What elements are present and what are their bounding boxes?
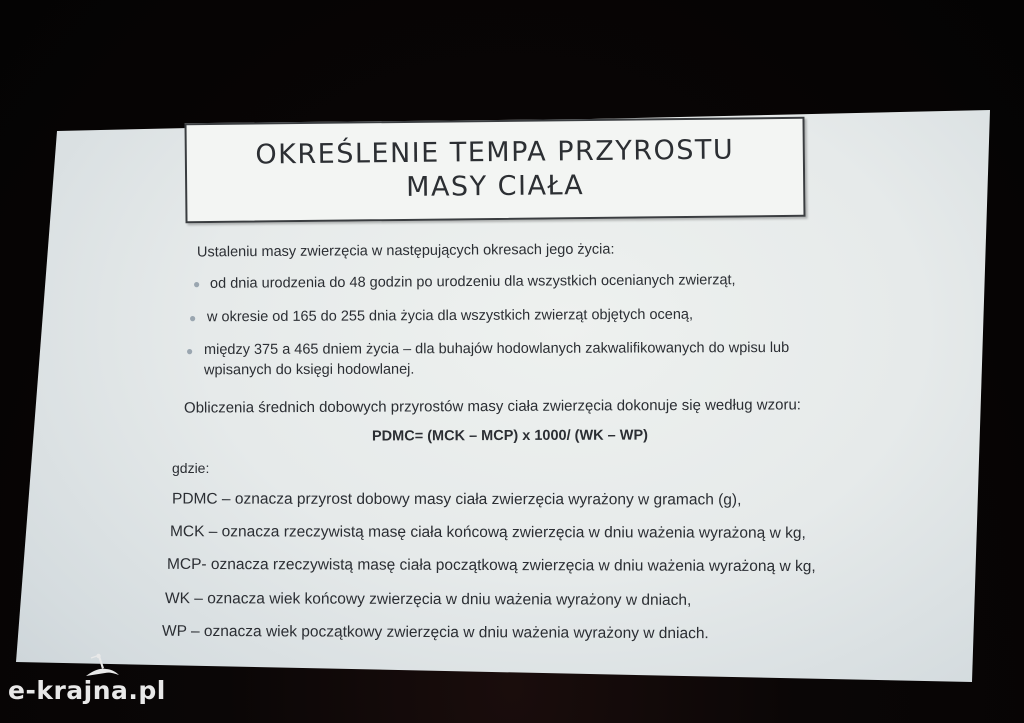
- watermark-logo: e-krajna.pl: [8, 676, 166, 705]
- definition-item: PDMC – oznacza przyrost dobowy masy ciała zwierzęcia wyrażony w gramach (g),: [171, 490, 742, 509]
- bullet-item: między 375 a 465 dniem życia – dla buhajów hodowlanych zakwalifikowanych do wpisu lub: [203, 339, 790, 359]
- definition-item: WK – oznacza wiek końcowy zwierzęcia w dniu ważenia wyrażony w dniach,: [164, 590, 692, 609]
- definition-item: MCK – oznacza rzeczywistą masę ciała końcową zwierzęcia w dniu ważenia wyrażoną w kg,: [169, 523, 806, 542]
- formula: PDMC= (MCK – MCP) x 1000/ (WK – WP): [371, 427, 648, 445]
- intro-text: Ustaleniu masy zwierzęcia w następujących okresach jego życia:: [196, 241, 615, 261]
- slide-title: OKREŚLENIE TEMPA PRZYROSTU MASY CIAŁA: [255, 134, 735, 203]
- bullet-item: od dnia urodzenia do 48 godzin po urodzeniu dla wszystkich ocenianych zwierząt,: [209, 272, 736, 292]
- bullet-icon: ●: [189, 311, 197, 325]
- bullet-icon: ●: [193, 277, 201, 291]
- definition-item: MCP- oznacza rzeczywistą masę ciała początkową zwierzęcia w dniu ważenia wyrażoną w kg,: [166, 555, 816, 576]
- definition-item: WP – oznacza wiek początkowy zwierzęcia w dniu ważenia wyrażony w dniach.: [161, 622, 709, 643]
- where-label: gdzie:: [172, 460, 210, 476]
- bullet-icon: ●: [186, 344, 194, 358]
- bullet-item-continuation: wpisanych do księgi hodowlanej.: [203, 361, 415, 379]
- calculation-text: Obliczenia średnich dobowych przyrostów masy ciała zwierzęcia dokonuje się według wzoru:: [183, 396, 801, 417]
- bullet-item: w okresie od 165 do 255 dnia życia dla wszystkich zwierząt objętych oceną,: [206, 306, 694, 326]
